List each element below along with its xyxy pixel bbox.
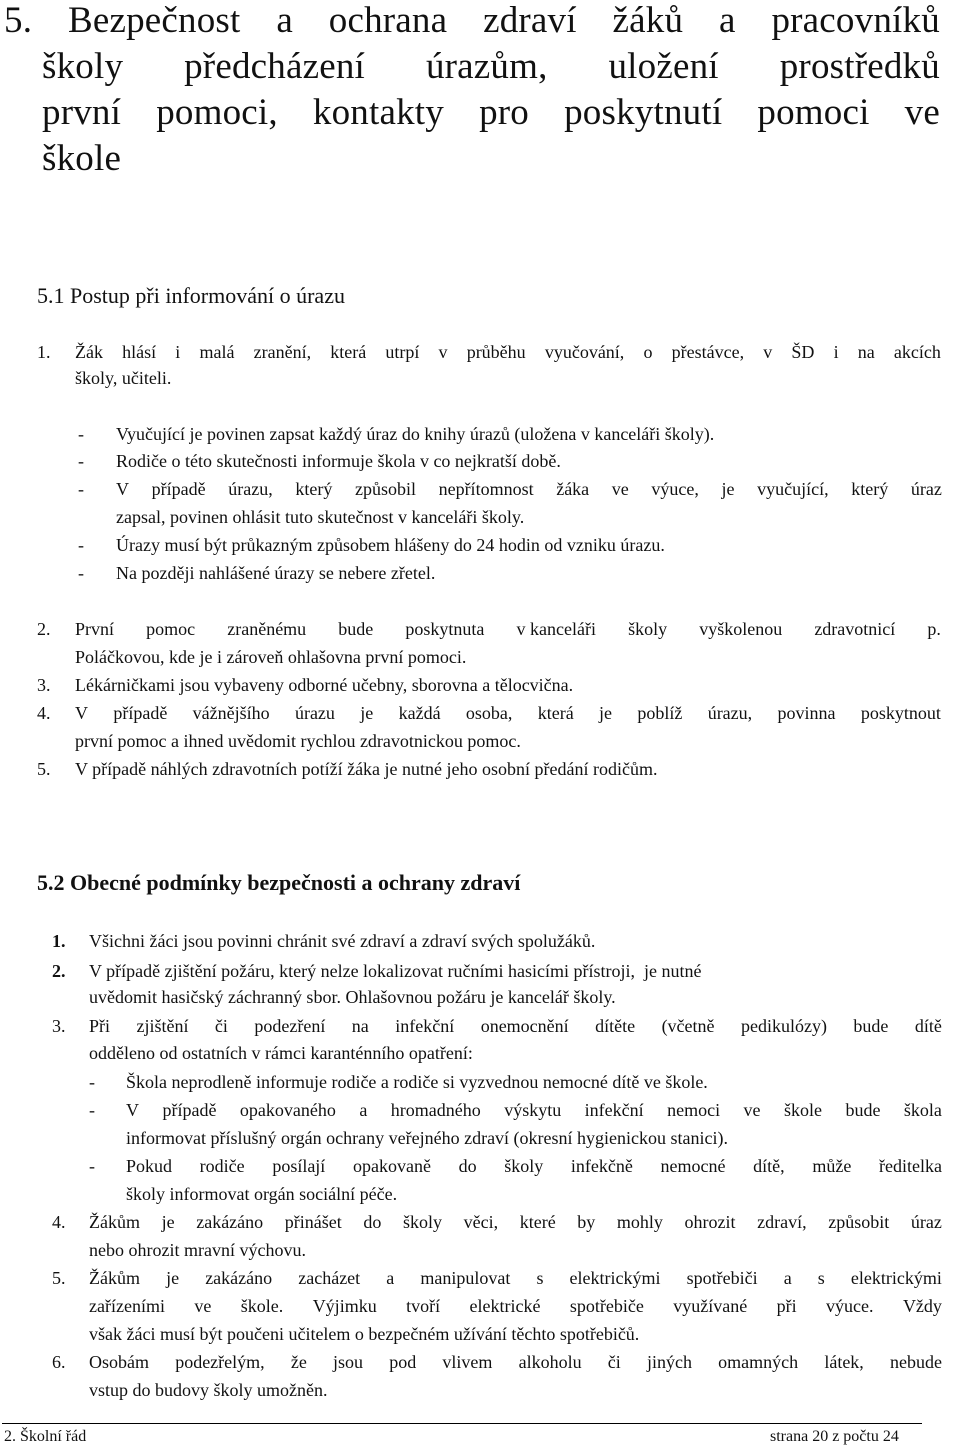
word: posílají bbox=[272, 1156, 326, 1176]
word: škola bbox=[903, 1100, 942, 1120]
list-item-text: školy, učiteli. bbox=[75, 368, 172, 388]
word: do bbox=[458, 1156, 477, 1176]
word: hlásí bbox=[122, 342, 157, 362]
word: či bbox=[607, 1352, 621, 1372]
word: přinášet bbox=[284, 1212, 342, 1232]
word: Pokud bbox=[126, 1156, 173, 1176]
word: případě bbox=[151, 479, 206, 499]
word: poskytnout bbox=[860, 703, 941, 723]
word: je bbox=[360, 703, 374, 723]
word: jsou bbox=[333, 1352, 364, 1372]
word: úrazům, bbox=[425, 46, 548, 87]
word: úrazu bbox=[294, 703, 335, 723]
word: výuce, bbox=[651, 479, 699, 499]
list-number: 6. bbox=[52, 1352, 66, 1372]
section-heading-5-2: 5.2 Obecné podmínky bezpečnosti a ochrany zdraví bbox=[37, 870, 521, 895]
word: utrpí bbox=[385, 342, 420, 362]
bullet-dash: - bbox=[89, 1156, 95, 1176]
bullet-text: Rodiče o této skutečnosti informuje škola v co nejkratší době. bbox=[116, 451, 561, 471]
footer-divider bbox=[2, 1423, 922, 1424]
title-line-2 bbox=[42, 44, 940, 90]
list-number: 5. bbox=[37, 759, 51, 779]
word: p. bbox=[927, 619, 941, 639]
word: a bbox=[783, 1268, 792, 1288]
list-item-text bbox=[89, 1016, 942, 1037]
word: rodiče bbox=[199, 1156, 245, 1176]
list-number: 1. bbox=[37, 342, 51, 362]
word: využívané bbox=[673, 1296, 748, 1316]
word: úrazu, bbox=[228, 479, 273, 499]
list-number: 1. bbox=[52, 931, 66, 951]
bullet-dash: - bbox=[78, 479, 84, 499]
word: ve bbox=[743, 1100, 761, 1120]
word: uložení bbox=[608, 46, 719, 87]
word: pomoci bbox=[757, 92, 870, 133]
bullet-text bbox=[116, 479, 942, 500]
list-item-text: však žáci musí být poučeni učitelem o bezpečném užívání těchto spotřebičů. bbox=[89, 1324, 640, 1344]
word: spotřebiči bbox=[686, 1268, 758, 1288]
word: látek, bbox=[824, 1352, 864, 1372]
word: Výjimku bbox=[312, 1296, 377, 1316]
word: vážnějšího bbox=[192, 703, 270, 723]
title-line-4: škole bbox=[42, 138, 122, 179]
word: případě bbox=[113, 703, 168, 723]
word: opakovaného bbox=[239, 1100, 336, 1120]
list-item-text: V případě náhlých zdravotních potíží žáka je nutné jeho osobní předání rodičům. bbox=[75, 759, 658, 779]
word: průběhu bbox=[466, 342, 526, 362]
word: zjištění bbox=[136, 1016, 189, 1036]
word: omamných bbox=[718, 1352, 799, 1372]
word: předcházení bbox=[184, 46, 366, 87]
word: V bbox=[75, 703, 88, 723]
word: ohrozit bbox=[684, 1212, 736, 1232]
word: poblíž bbox=[637, 703, 683, 723]
word: na bbox=[351, 1016, 369, 1036]
word: o bbox=[643, 342, 653, 362]
word: školy bbox=[42, 46, 124, 87]
word: bude bbox=[853, 1016, 889, 1036]
word: do bbox=[363, 1212, 382, 1232]
word: je bbox=[599, 703, 613, 723]
word: žáka bbox=[556, 479, 590, 499]
word: poskytnutí bbox=[564, 92, 723, 133]
word: v bbox=[763, 342, 773, 362]
word: Při bbox=[89, 1016, 111, 1036]
word: Žák bbox=[75, 342, 103, 362]
word: opakovaně bbox=[352, 1156, 431, 1176]
bullet-dash: - bbox=[89, 1072, 95, 1092]
word: infekčně bbox=[570, 1156, 633, 1176]
footer-page-number: strana 20 z počtu 24 bbox=[770, 1428, 899, 1445]
word: V bbox=[116, 479, 129, 499]
word: Vždy bbox=[902, 1296, 942, 1316]
word: je bbox=[721, 479, 735, 499]
word: prostředků bbox=[779, 46, 940, 87]
word: ředitelka bbox=[878, 1156, 942, 1176]
footer-document-name: 2. Školní řád bbox=[4, 1428, 87, 1445]
word: pro bbox=[479, 92, 529, 133]
word: přestávce, bbox=[671, 342, 745, 362]
word: manipulovat bbox=[420, 1268, 511, 1288]
word: ve bbox=[194, 1296, 212, 1316]
word: pod bbox=[389, 1352, 417, 1372]
word: onemocnění bbox=[480, 1016, 569, 1036]
word: zařízeními bbox=[89, 1296, 165, 1316]
word: dítěte bbox=[595, 1016, 636, 1036]
word: Osobám bbox=[89, 1352, 149, 1372]
word: který bbox=[851, 479, 889, 499]
word: může bbox=[812, 1156, 852, 1176]
word: jiných bbox=[646, 1352, 692, 1372]
list-item-text bbox=[89, 1296, 942, 1317]
word: zakázáno bbox=[205, 1268, 273, 1288]
word: infekční bbox=[584, 1100, 644, 1120]
bullet-text: zapsal, povinen ohlásit tuto skutečnost v kanceláři školy. bbox=[116, 507, 525, 527]
list-number: 4. bbox=[52, 1212, 66, 1232]
word: elektrickými bbox=[569, 1268, 661, 1288]
word: školy bbox=[504, 1156, 544, 1176]
bullet-text: školy informovat orgán sociální péče. bbox=[126, 1184, 398, 1204]
section-heading-5-1: 5.1 Postup při informování o úrazu bbox=[37, 283, 345, 308]
bullet-dash: - bbox=[78, 424, 84, 444]
list-number: 3. bbox=[52, 1016, 66, 1036]
word: podezření bbox=[254, 1016, 326, 1036]
list-item-text: Lékárničkami jsou vybaveny odborné učebny, sborovna a tělocvična. bbox=[75, 675, 574, 695]
list-number: 4. bbox=[37, 703, 51, 723]
word: ochrana bbox=[328, 0, 448, 41]
word: hromadného bbox=[390, 1100, 481, 1120]
word: zraněnému bbox=[227, 619, 307, 639]
list-number: 5. bbox=[52, 1268, 66, 1288]
word: je bbox=[166, 1268, 180, 1288]
word: elektrickými bbox=[850, 1268, 942, 1288]
word: zranění, bbox=[253, 342, 312, 362]
list-number: 2. bbox=[37, 619, 51, 639]
word: (včetně bbox=[661, 1016, 715, 1036]
word: s bbox=[817, 1268, 825, 1288]
list-item-text bbox=[89, 1268, 942, 1289]
word: a bbox=[276, 0, 293, 41]
word: a bbox=[359, 1100, 368, 1120]
word: a bbox=[386, 1268, 395, 1288]
word: školy bbox=[628, 619, 668, 639]
bullet-text: Škola neprodleně informuje rodiče a rodiče si vyzvednou nemocné dítě ve škole. bbox=[126, 1072, 708, 1092]
word: malá bbox=[199, 342, 235, 362]
word: alkoholu bbox=[518, 1352, 582, 1372]
word: bude bbox=[845, 1100, 881, 1120]
word: vyučující, bbox=[757, 479, 829, 499]
word: která bbox=[330, 342, 367, 362]
word: žáků bbox=[612, 0, 684, 41]
word: výskytu bbox=[504, 1100, 562, 1120]
word: ve bbox=[611, 479, 629, 499]
word: věci, bbox=[463, 1212, 499, 1232]
word: vyučování, bbox=[544, 342, 625, 362]
word: elektrické bbox=[469, 1296, 541, 1316]
word: Žákům bbox=[89, 1212, 140, 1232]
word: pomoc bbox=[146, 619, 196, 639]
bullet-text bbox=[126, 1156, 942, 1177]
word: úraz bbox=[910, 1212, 942, 1232]
word: pracovníků bbox=[771, 0, 940, 41]
word: vlivem bbox=[442, 1352, 493, 1372]
word: infekční bbox=[395, 1016, 455, 1036]
word: ŠD bbox=[791, 342, 815, 362]
bullet-text bbox=[126, 1100, 942, 1121]
word: 5. bbox=[4, 0, 33, 41]
word: pedikulózy) bbox=[740, 1016, 827, 1036]
word: nemoci bbox=[667, 1100, 721, 1120]
word: úraz bbox=[910, 479, 942, 499]
word: s bbox=[536, 1268, 544, 1288]
bullet-dash: - bbox=[78, 563, 84, 583]
word: na bbox=[857, 342, 875, 362]
word: či bbox=[214, 1016, 228, 1036]
word: podezřelým, bbox=[175, 1352, 265, 1372]
word: škole bbox=[784, 1100, 822, 1120]
word: dítě, bbox=[753, 1156, 785, 1176]
word: tvoří bbox=[406, 1296, 441, 1316]
word: mohly bbox=[616, 1212, 663, 1232]
list-item-text bbox=[89, 1352, 942, 1373]
word: v bbox=[438, 342, 448, 362]
list-item-text: nebo ohrozit mravní výchovu. bbox=[89, 1240, 306, 1260]
word: v kanceláři bbox=[516, 619, 596, 639]
word: nepřítomnost bbox=[438, 479, 534, 499]
title-line-1 bbox=[4, 0, 940, 44]
word: dítě bbox=[914, 1016, 942, 1036]
list-item-text bbox=[75, 342, 941, 363]
word: nebude bbox=[890, 1352, 942, 1372]
word: a bbox=[719, 0, 736, 41]
word: úrazu, bbox=[707, 703, 753, 723]
word: spotřebiče bbox=[569, 1296, 644, 1316]
list-number: 3. bbox=[37, 675, 51, 695]
list-item-text bbox=[89, 1212, 942, 1233]
word: i bbox=[175, 342, 181, 362]
word: že bbox=[290, 1352, 307, 1372]
word: by bbox=[577, 1212, 596, 1232]
list-item-text bbox=[75, 703, 941, 724]
word: způsobil bbox=[354, 479, 416, 499]
word: první bbox=[42, 92, 122, 133]
word: povinna bbox=[777, 703, 836, 723]
list-item-text: uvědomit hasičský záchranný sbor. Ohlašovnou požáru je kancelář školy. bbox=[89, 987, 616, 1007]
word: poskytnuta bbox=[405, 619, 485, 639]
word: kontakty bbox=[312, 92, 444, 133]
word: bude bbox=[338, 619, 374, 639]
word: nemocné bbox=[660, 1156, 726, 1176]
word: který bbox=[295, 479, 333, 499]
list-item-text: V případě zjištění požáru, který nelze lokalizovat ručními hasicími přístroji, je nutné bbox=[89, 961, 702, 981]
word: Žákům bbox=[89, 1268, 140, 1288]
word: školy bbox=[402, 1212, 442, 1232]
word: při bbox=[776, 1296, 797, 1316]
word: každá bbox=[398, 703, 441, 723]
word: výuce. bbox=[826, 1296, 874, 1316]
bullet-text: Úrazy musí být průkazným způsobem hlášeny do 24 hodin od vzniku úrazu. bbox=[116, 535, 665, 555]
bullet-dash: - bbox=[78, 451, 84, 471]
word: zakázáno bbox=[196, 1212, 264, 1232]
word: která bbox=[537, 703, 574, 723]
word: způsobit bbox=[828, 1212, 890, 1232]
bullet-dash: - bbox=[78, 535, 84, 555]
word: V bbox=[126, 1100, 139, 1120]
word: První bbox=[75, 619, 115, 639]
word: zdravotnicí bbox=[814, 619, 896, 639]
bullet-text: Na později nahlášené úrazy se nebere zřetel. bbox=[116, 563, 436, 583]
word: i bbox=[833, 342, 839, 362]
list-item-text: první pomoc a ihned uvědomit rychlou zdravotnickou pomoc. bbox=[75, 731, 521, 751]
bullet-text: informovat příslušný orgán ochrany veřejného zdraví (okresní hygienickou stanici). bbox=[126, 1128, 728, 1148]
list-item-text: odděleno od ostatních v rámci karanténního opatření: bbox=[89, 1043, 473, 1063]
word: je bbox=[161, 1212, 175, 1232]
bullet-text: Vyučující je povinen zapsat každý úraz do knihy úrazů (uložena v kanceláři školy). bbox=[116, 424, 715, 444]
list-number: 2. bbox=[52, 961, 66, 981]
word: ve bbox=[904, 92, 940, 133]
list-item-text bbox=[75, 619, 941, 640]
word: zdraví, bbox=[757, 1212, 807, 1232]
list-item-text: vstup do budovy školy umožněn. bbox=[89, 1380, 328, 1400]
word: škole. bbox=[240, 1296, 284, 1316]
word: zdraví bbox=[483, 0, 577, 41]
word: zacházet bbox=[298, 1268, 361, 1288]
word: Bezpečnost bbox=[67, 0, 241, 41]
word: případě bbox=[162, 1100, 217, 1120]
word: pomoci, bbox=[156, 92, 278, 133]
word: osoba, bbox=[465, 703, 513, 723]
list-item-text: Všichni žáci jsou povinni chránit své zdraví a zdraví svých spolužáků. bbox=[89, 931, 596, 951]
word: akcích bbox=[893, 342, 941, 362]
list-item-text: Poláčkovou, kde je i zároveň ohlašovna první pomoci. bbox=[75, 647, 467, 667]
title-line-3 bbox=[42, 90, 940, 136]
word: vyškolenou bbox=[699, 619, 783, 639]
word: které bbox=[519, 1212, 556, 1232]
bullet-dash: - bbox=[89, 1100, 95, 1120]
